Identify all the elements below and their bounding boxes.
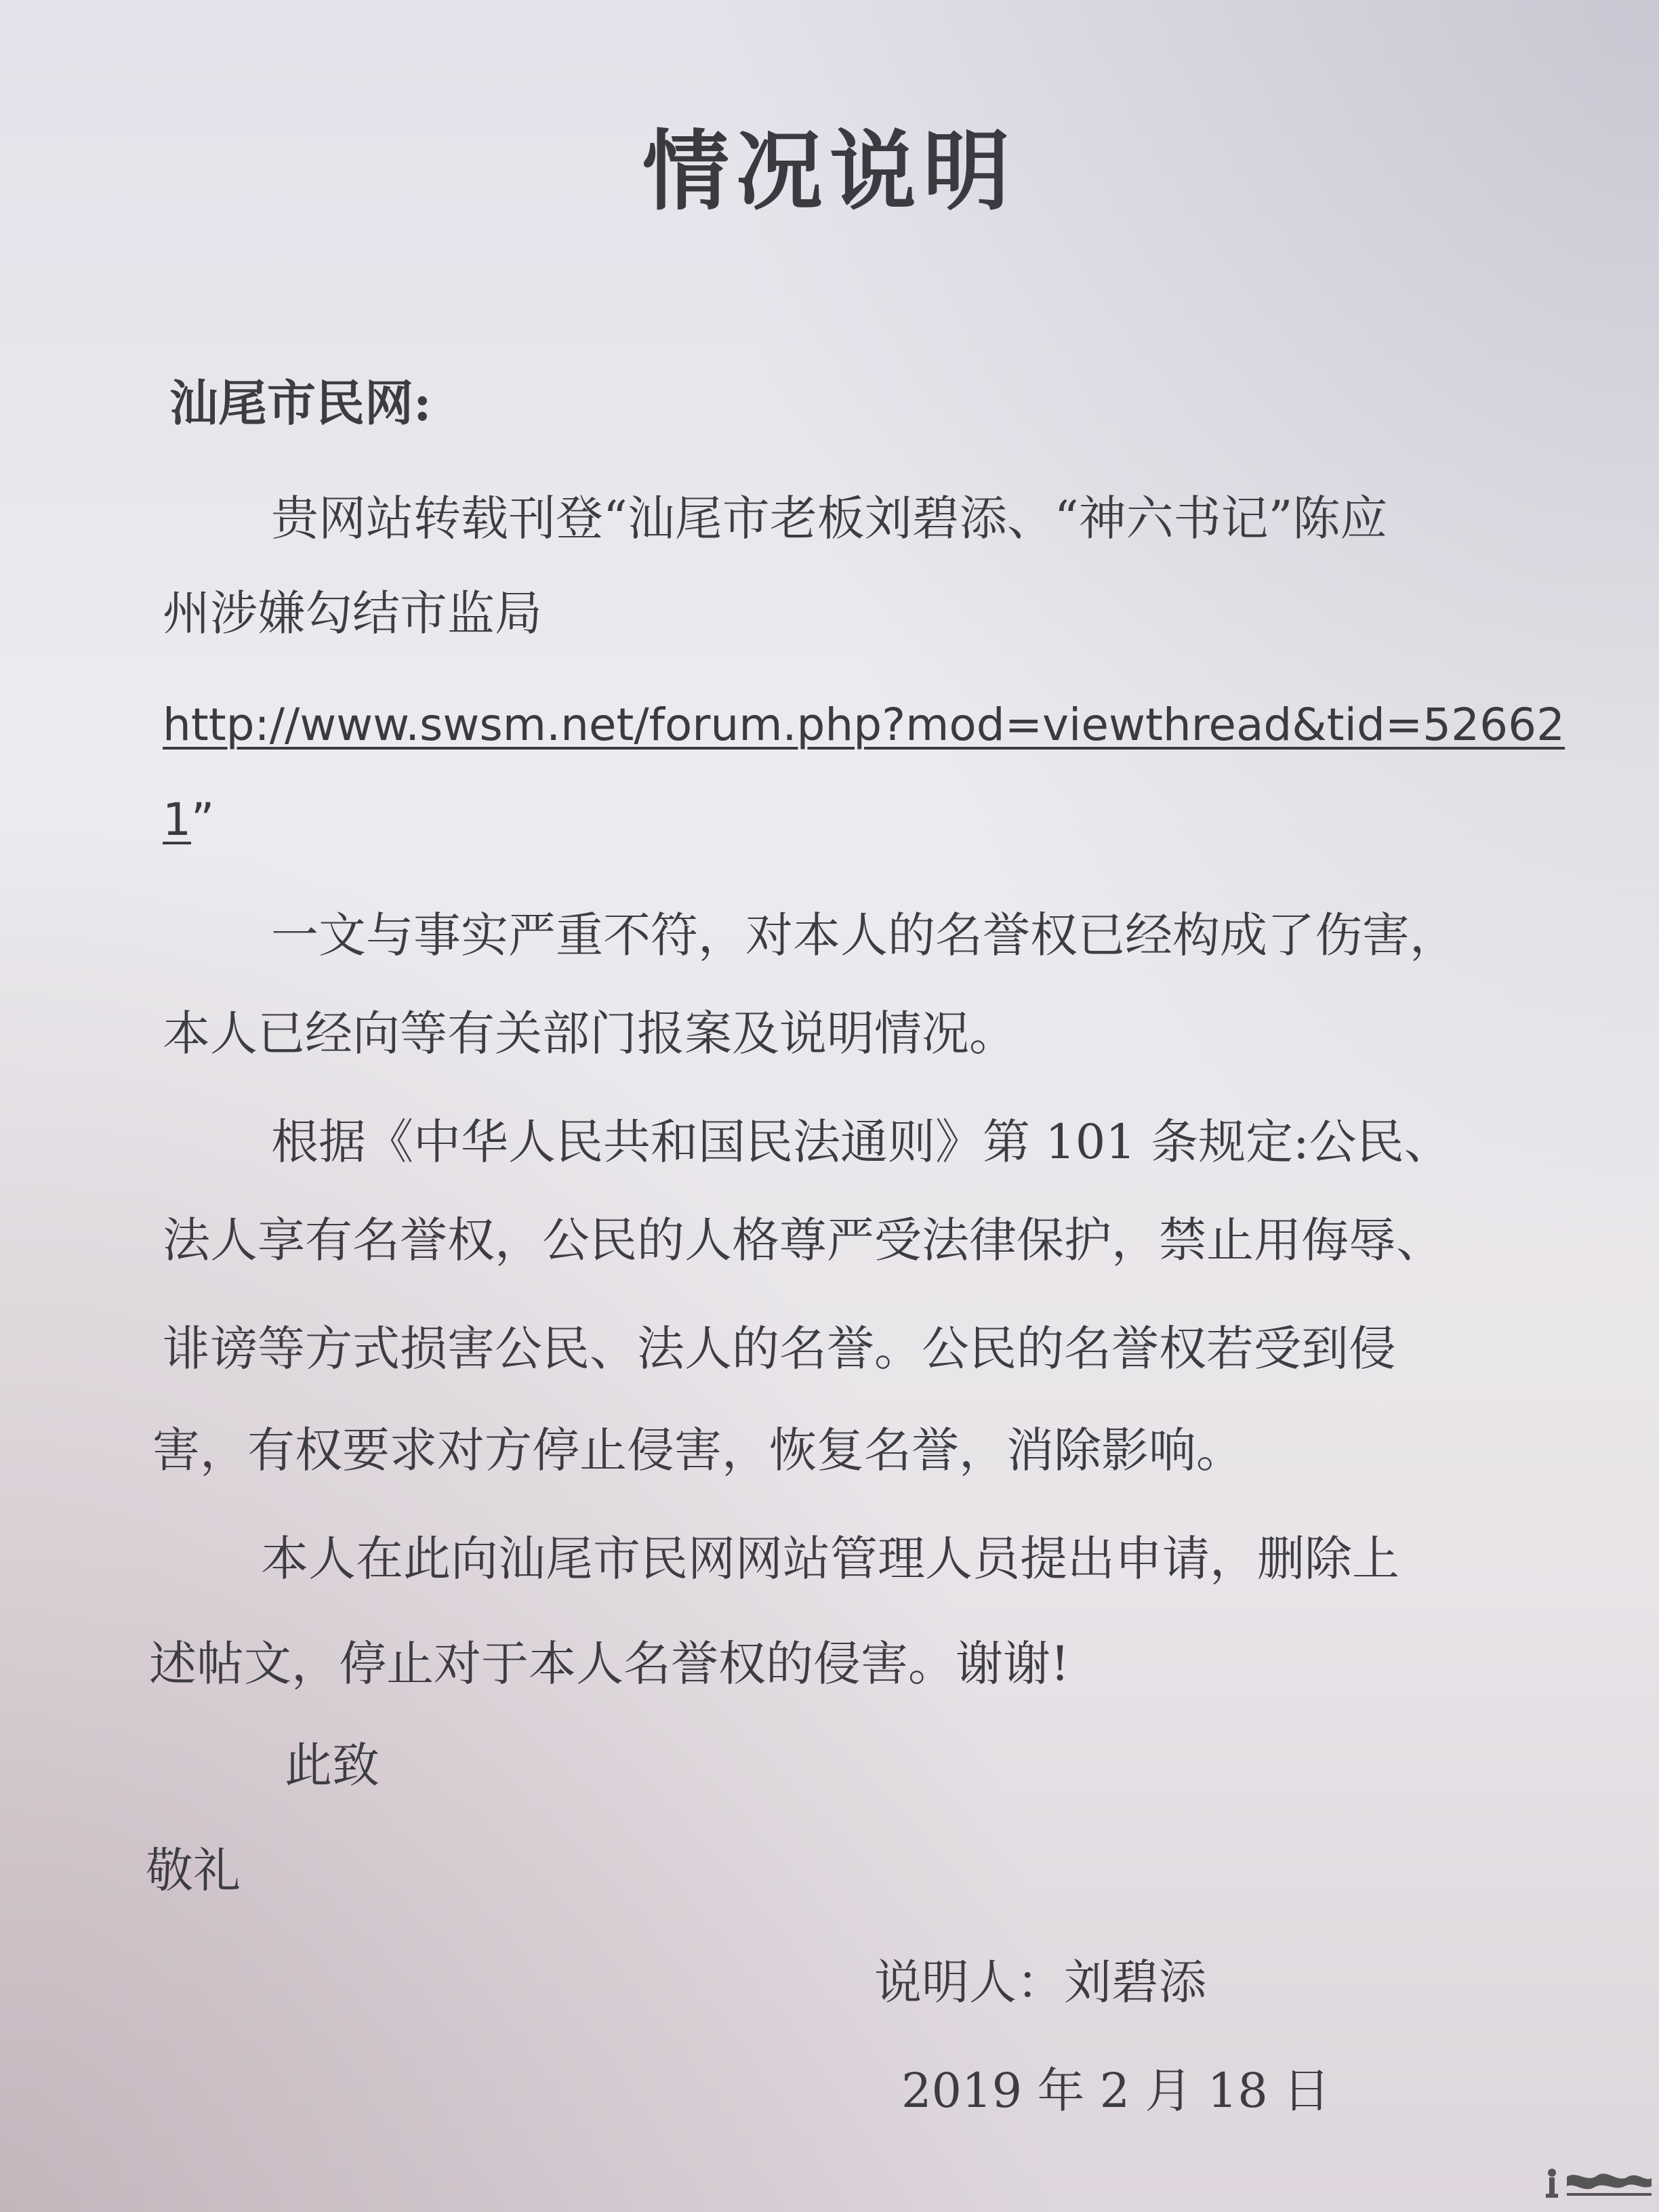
body-line: 贵网站转载刊登“汕尾市老板刘碧添、“神六书记”陈应 bbox=[271, 491, 1388, 546]
body-line: 诽谤等方式损害公民、法人的名誉。公民的名誉权若受到侵 bbox=[163, 1321, 1396, 1376]
salutation: 汕尾市民网: bbox=[169, 374, 432, 432]
body-line: 述帖文，停止对于本人名誉权的侵害。谢谢! bbox=[149, 1636, 1070, 1692]
document-title: 情况说明 bbox=[642, 121, 1017, 222]
body-line: 本人在此向汕尾市民网网站管理人员提出申请，删除上 bbox=[261, 1531, 1399, 1586]
site-watermark-icon bbox=[1540, 2163, 1655, 2204]
body-line: 根据《中华人民共和国民法通则》第 101 条规定:公民、 bbox=[271, 1114, 1452, 1170]
body-line: 本人已经向等有关部门报案及说明情况。 bbox=[163, 1006, 1017, 1061]
closing-salute: 敬礼 bbox=[146, 1843, 241, 1898]
thread-url-link-end: 1 bbox=[163, 794, 191, 846]
signer: 说明人：刘碧添 bbox=[874, 1954, 1206, 2010]
document-date: 2019 年 2 月 18 日 bbox=[901, 2063, 1331, 2118]
thread-url-link: http://www.swsm.net/forum.php?mod=viewthread&tid=52662 bbox=[163, 699, 1565, 751]
thread-url-line1 bbox=[163, 695, 1565, 756]
body-line: 州涉嫌勾结市监局 bbox=[163, 586, 542, 641]
body-line: 害，有权要求对方停止侵害，恢复名誉，消除影响。 bbox=[152, 1422, 1244, 1478]
thread-url-line2 bbox=[163, 790, 214, 851]
closing-phrase: 此致 bbox=[285, 1738, 380, 1793]
body-line: 法人享有名誉权，公民的人格尊严受法律保护，禁止用侮辱、 bbox=[163, 1212, 1443, 1268]
body-line: 一文与事实严重不符，对本人的名誉权已经构成了伤害， bbox=[271, 907, 1457, 963]
closing-quote: ” bbox=[191, 794, 215, 846]
